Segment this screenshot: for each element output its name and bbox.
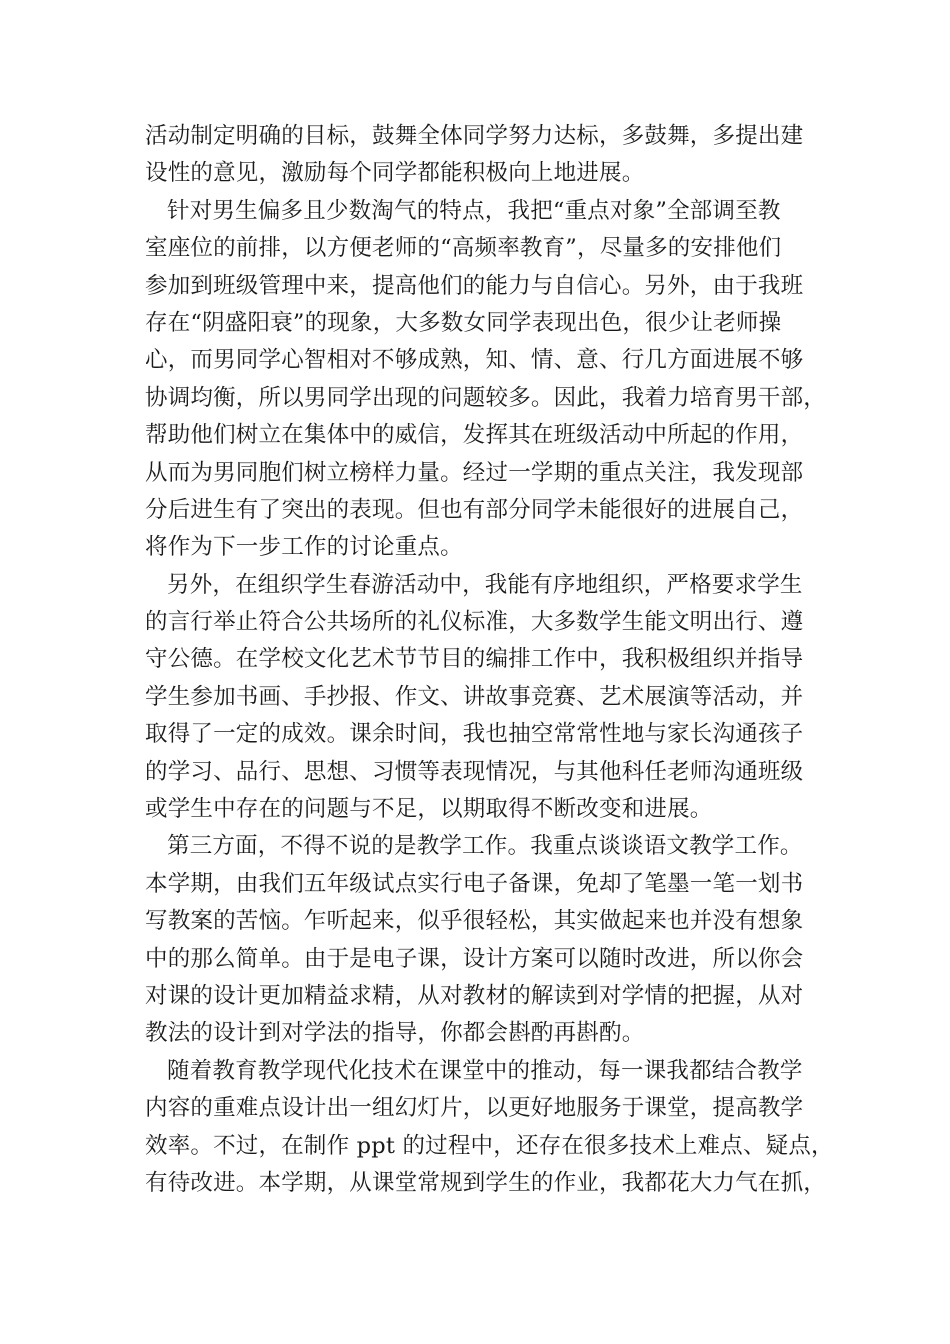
text-line: 内容的重难点设计出一组幻灯片，以更好地服务于课堂，提高教学 bbox=[145, 1095, 804, 1122]
text-line: 守公德。在学校文化艺术节节目的编排工作中，我积极组织并指导 bbox=[145, 646, 804, 673]
text-line: 协调均衡，所以男同学出现的问题较多。因此，我着力培育男干部， bbox=[145, 384, 827, 411]
text-line: 中的那么简单。由于是电子课，设计方案可以随时改进，所以你会 bbox=[145, 945, 804, 972]
text-line: 效率。不过，在制作 ppt 的过程中，还存在很多技术上难点、疑点， bbox=[145, 1132, 834, 1159]
text-line: 另外，在组织学生春游活动中，我能有序地组织，严格要求学生 bbox=[167, 571, 803, 598]
text-line: 将作为下一步工作的讨论重点。 bbox=[145, 534, 463, 561]
text-line: 心，而男同学心智相对不够成熟，知、情、意、行几方面进展不够 bbox=[145, 347, 804, 374]
text-line: 存在“阴盛阳衰”的现象，大多数女同学表现出色，很少让老师操 bbox=[145, 309, 782, 336]
text-line: 活动制定明确的目标，鼓舞全体同学努力达标，多鼓舞，多提出建 bbox=[145, 123, 804, 149]
text-line: 室座位的前排，以方便老师的“高频率教育”，尽量多的安排他们 bbox=[145, 235, 782, 262]
text-line: 参加到班级管理中来，提高他们的能力与自信心。另外，由于我班 bbox=[145, 272, 804, 299]
text-line: 从而为男同胞们树立榜样力量。经过一学期的重点关注，我发现部 bbox=[145, 459, 804, 486]
text-line: 写教案的苦恼。乍听起来，似乎很轻松，其实做起来也并没有想象 bbox=[145, 908, 804, 935]
text-line: 帮助他们树立在集体中的威信，发挥其在班级活动中所起的作用， bbox=[145, 422, 804, 449]
text-line: 教法的设计到对学法的指导，你都会斟酌再斟酌。 bbox=[145, 1020, 645, 1047]
text-line: 设性的意见，激励每个同学都能积极向上地进展。 bbox=[145, 160, 645, 187]
text-line: 或学生中存在的问题与不足，以期取得不断改变和进展。 bbox=[145, 796, 713, 823]
text-line: 学生参加书画、手抄报、作文、讲故事竞赛、艺术展演等活动，并 bbox=[145, 683, 804, 710]
text-line: 随着教育教学现代化技术在课堂中的推动，每一课我都结合教学 bbox=[167, 1057, 803, 1084]
document-body bbox=[145, 118, 834, 1202]
text-line: 针对男生偏多且少数淘气的特点，我把“重点对象”全部调至教 bbox=[167, 197, 781, 224]
text-line: 分后进生有了突出的表现。但也有部分同学未能很好的进展自己， bbox=[145, 496, 804, 523]
text-line: 的言行举止符合公共场所的礼仪标准，大多数学生能文明出行、遵 bbox=[145, 609, 804, 636]
text-line: 本学期，由我们五年级试点实行电子备课，免却了笔墨一笔一划书 bbox=[145, 870, 804, 897]
text-line: 取得了一定的成效。课余时间，我也抽空常常性地与家长沟通孩子 bbox=[145, 721, 804, 748]
text-line: 有待改进。本学期，从课堂常规到学生的作业，我都花大力气在抓， bbox=[145, 1169, 827, 1196]
text-line: 第三方面，不得不说的是教学工作。我重点谈谈语文教学工作。 bbox=[167, 833, 803, 860]
text-line: 的学习、品行、思想、习惯等表现情况，与其他科任老师沟通班级 bbox=[145, 758, 804, 785]
text-line: 对课的设计更加精益求精，从对教材的解读到对学情的把握，从对 bbox=[145, 982, 804, 1009]
